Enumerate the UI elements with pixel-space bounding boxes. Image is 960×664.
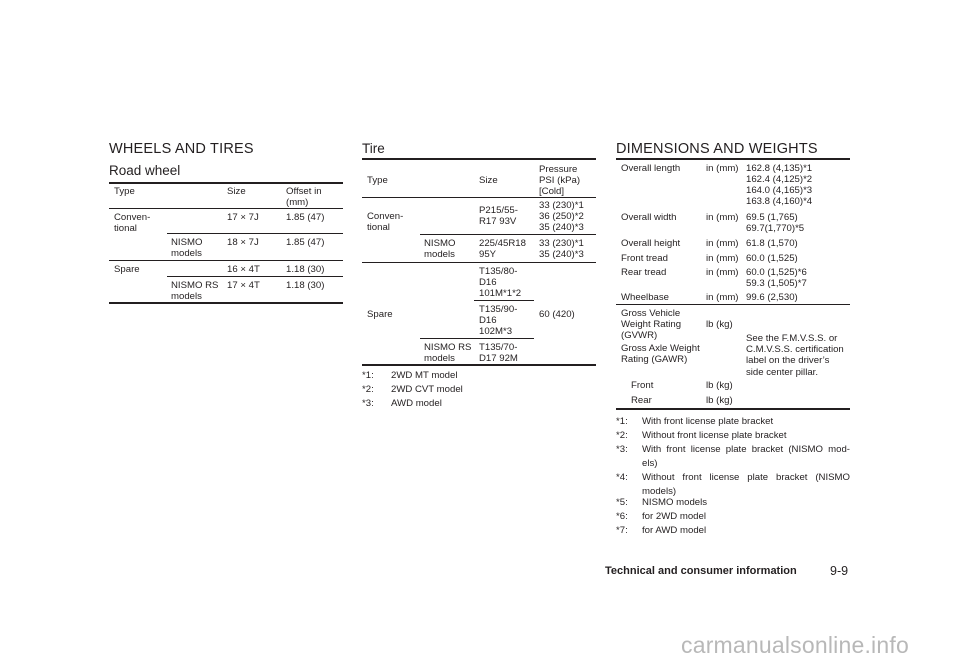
row-value: 162.8 (4,135)*1 (746, 163, 813, 174)
footnote: *1: 2WD MT model (362, 370, 458, 381)
row-type: Conven- tional (367, 211, 404, 234)
row-label: Overall height (621, 238, 681, 249)
table-rule (109, 260, 343, 261)
row-pressure: 60 (420) (539, 309, 575, 320)
row-label: Overall length (621, 163, 681, 174)
header-offset: Offset in (mm) (286, 186, 322, 209)
watermark: carmanualsonline.info (681, 632, 909, 658)
row-sub: NISMO models (424, 238, 456, 261)
row-pressure: 33 (230)*1 35 (240)*3 (539, 238, 584, 261)
footnote: *2: Without front license plate bracket (616, 430, 787, 441)
header-size: Size (227, 186, 246, 197)
gvwr-label: Gross Vehicle Weight Rating (GVWR) (621, 308, 682, 342)
row-size: T135/90- D16 102M*3 (479, 304, 518, 338)
row-label: Wheelbase (621, 292, 669, 303)
row-size: 16 × 4T (227, 264, 260, 275)
row-size: P215/55- R17 93V (479, 205, 518, 228)
row-offset: 1.85 (47) (286, 237, 325, 248)
table-rule (167, 276, 343, 277)
row-value: 163.8 (4,160)*4 (746, 196, 813, 207)
footnote: *5: NISMO models (616, 497, 708, 508)
row-pressure: 33 (230)*1 36 (250)*2 35 (240)*3 (539, 200, 584, 234)
table-rule (616, 158, 850, 160)
row-sub: NISMO models (171, 237, 203, 260)
tire-title: Tire (362, 141, 385, 156)
header-type: Type (367, 175, 388, 186)
row-value: 59.3 (1,505)*7 (746, 278, 807, 289)
page-number: 9-9 (830, 564, 849, 578)
row-type: Conven- tional (114, 212, 151, 235)
header-size: Size (479, 175, 498, 186)
footer-label: Technical and consumer information (605, 565, 797, 577)
header-type: Type (114, 186, 135, 197)
road-wheel-title: Road wheel (109, 163, 181, 178)
row-unit: in (mm) (706, 267, 739, 278)
row-type: Spare (367, 309, 393, 320)
row-value: 60.0 (1,525) (746, 253, 798, 264)
row-size: 17 × 4T (227, 280, 260, 291)
dimensions-title: DIMENSIONS AND WEIGHTS (616, 141, 818, 157)
table-rule (109, 182, 343, 184)
table-rule (362, 158, 596, 160)
footnote: *4: Without front license plate bracket (NISMO models) (616, 472, 850, 497)
table-rule (362, 364, 596, 366)
row-size: 17 × 7J (227, 212, 259, 223)
table-rule (420, 338, 534, 339)
row-sub: NISMO RS models (171, 280, 219, 303)
front-label: Front (631, 380, 654, 391)
footnote: *6: for 2WD model (616, 511, 706, 522)
row-unit: in (mm) (706, 212, 739, 223)
table-rule (362, 262, 596, 263)
table-rule (362, 197, 596, 198)
table-rule (420, 234, 596, 235)
rear-unit: lb (kg) (706, 395, 733, 406)
row-value: 162.4 (4,125)*2 (746, 174, 813, 185)
row-value: 164.0 (4,165)*3 (746, 185, 813, 196)
row-value: 61.8 (1,570) (746, 238, 798, 249)
header-pressure: Pressure PSI (kPa) [Cold] (539, 164, 581, 198)
row-value: 69.5 (1,765) (746, 212, 798, 223)
table-rule (109, 302, 343, 304)
row-unit: in (mm) (706, 163, 739, 174)
rear-label: Rear (631, 395, 652, 406)
weights-note: See the F.M.V.S.S. or C.M.V.S.S. certification label on the driver’s side center pillar. (746, 333, 844, 378)
row-value: 69.7(1,770)*5 (746, 223, 805, 234)
row-size: T135/70- D17 92M (479, 342, 518, 365)
row-offset: 1.18 (30) (286, 280, 325, 291)
table-rule (616, 408, 850, 410)
row-size: 225/45R18 95Y (479, 238, 526, 261)
table-rule (616, 304, 850, 305)
row-sub: NISMO RS models (424, 342, 472, 365)
row-offset: 1.85 (47) (286, 212, 325, 223)
table-rule (474, 300, 534, 301)
row-value: 60.0 (1,525)*6 (746, 267, 807, 278)
row-label: Overall width (621, 212, 677, 223)
gawr-label: Gross Axle Weight Rating (GAWR) (621, 343, 700, 366)
row-label: Front tread (621, 253, 668, 264)
footnote: *1: With front license plate bracket (616, 416, 774, 427)
footnote: *3: With front license plate bracket (NISMO mod-els) (616, 444, 850, 469)
footnote: *2: 2WD CVT model (362, 384, 463, 395)
footnote: *7: for AWD model (616, 525, 707, 536)
front-unit: lb (kg) (706, 380, 733, 391)
table-rule (109, 208, 343, 209)
gvwr-unit: lb (kg) (706, 319, 733, 330)
row-label: Rear tread (621, 267, 667, 278)
row-type: Spare (114, 264, 140, 275)
row-offset: 1.18 (30) (286, 264, 325, 275)
row-unit: in (mm) (706, 253, 739, 264)
row-size: T135/80- D16 101M*1*2 (479, 266, 522, 300)
row-unit: in (mm) (706, 238, 739, 249)
row-value: 99.6 (2,530) (746, 292, 798, 303)
footnote: *3: AWD model (362, 398, 442, 409)
row-size: 18 × 7J (227, 237, 259, 248)
section-title: WHEELS AND TIRES (109, 141, 254, 157)
row-unit: in (mm) (706, 292, 739, 303)
table-rule (167, 233, 343, 234)
